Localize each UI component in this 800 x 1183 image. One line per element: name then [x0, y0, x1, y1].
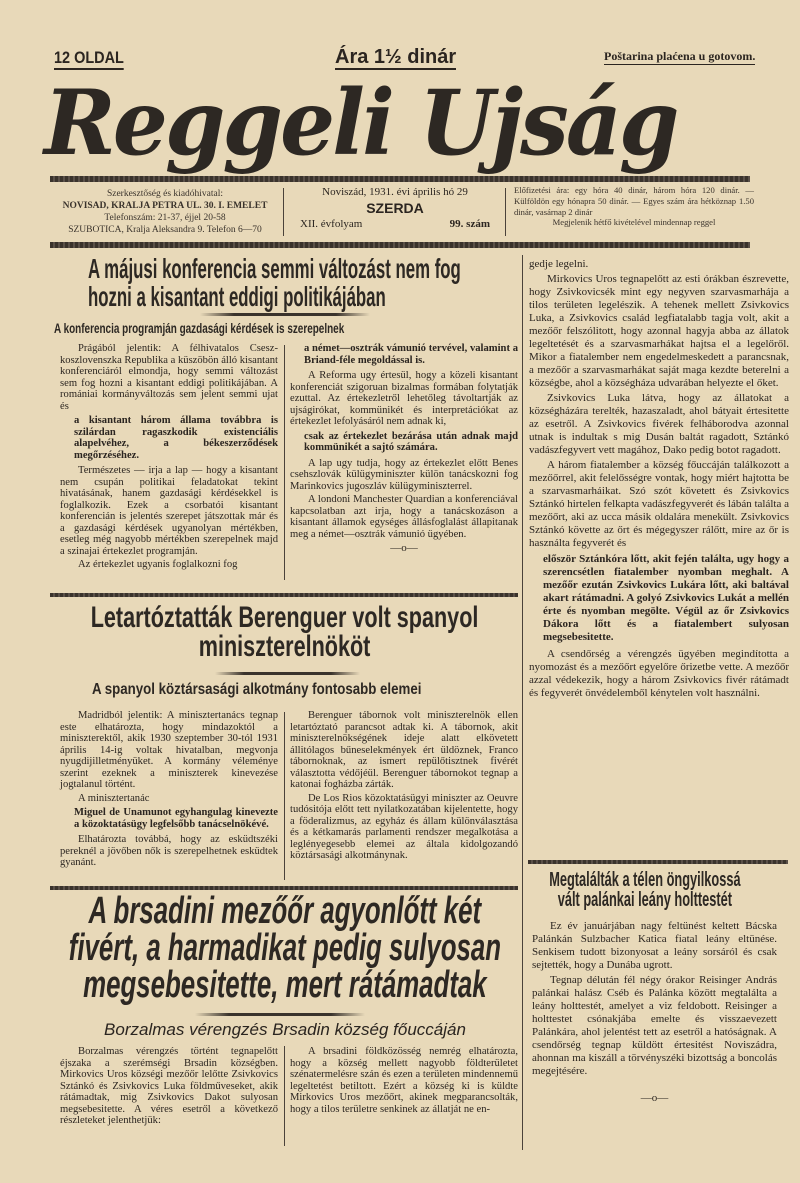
article4-headline	[530, 870, 760, 910]
masthead-title: Reggeli Ujság	[44, 70, 677, 176]
price: Ára 1½ dinár	[335, 46, 457, 68]
divider	[283, 188, 284, 236]
paragraph: Természetes — irja a lap — hogy a kisantant nem csupán politikai feladatokat tekint hivatásának, hanem gazdasági kérdésekkel is foglalkozik. Ezek a csorbatói kisantant konferencián is jelentés szerepet játszottak már és a gazdasági kérdések ugyanolyan mértékben, esetleg még nagyobb mértékben szerepelnek majd a szinajai értekezlet programján.	[60, 465, 278, 557]
issue-volume: XII. évfolyam	[300, 218, 363, 230]
headline-line: A májusi konferencia semmi változást nem fog	[88, 253, 461, 284]
paragraph: A londoni Manchester Quardian a konferenciával kapcsolatban azt irja, hogy a tanácskozáson a kisantant államok egységes állásfoglalást állapitanak meg a német—osztrák vámunió ügyében.	[290, 494, 518, 540]
section-rule	[528, 860, 788, 864]
paragraph: A Reforma ugy értesül, hogy a közeli kisantant konferenciát szigoruan bizalmas formában folytatják ezuttal. Az értekezletről lehetőleg távoltartják az ujságirókat, kommünikét és interpretációkat az értekezlet lefolyásáról nem adnak ki,	[290, 370, 518, 427]
issue-day: SZERDA	[366, 200, 424, 216]
office-phone: Telefonszám: 21-37, éjjel 20-58	[104, 213, 226, 223]
issue-volume-row	[300, 218, 490, 230]
bold-paragraph: a német—osztrák vámunió tervével, valamint a Briand-féle megoldással is.	[304, 343, 518, 366]
page-number: 12 OLDAL	[54, 48, 124, 70]
paragraph: Berenguer tábornok volt miniszterelnök ellen letartóztató parancsot adtak ki. A tábornok, akit miniszterelnökségének ideje alatt elkövetett állitólagos bűneselekmények ért üldöznek, Franco tábornoknak, az ismert repülőtisztnek fivérét választotta védőjéül. Berenguer tábornokot tegnap a katonai fogházba zárták.	[290, 710, 518, 790]
header-rule	[50, 242, 750, 248]
column-divider	[284, 345, 285, 580]
subscription-prices: Előfizetési ára: egy hóra 40 dinár, három hóra 120 dinár. — Külföldön egy hónapra 50 dinár. — Egyes szám ára hétköznap 1.50 dinár, vasárnap 2 dinár	[514, 185, 754, 217]
postage-note: Poštarina plaćena u gotovom.	[604, 49, 756, 63]
paragraph: A brsadini földközösség nemrég elhatározta, hogy a község mellett nagyobb földterületet szénatermelésre szán és ezen a területen mindennemű legeltetést betiltott. Ezért a község ki is küldte Mirkovics Uros mezőőrt, akinek megparancsolták, hogy a tilos területre senkinek az állatját ne en-	[290, 1046, 518, 1115]
ornament-rule	[195, 1013, 365, 1016]
headline-line: Letartóztatták Berenguer volt spanyol	[90, 601, 479, 634]
divider	[505, 188, 506, 236]
paragraph: Madridból jelentik: A minisztertanács tegnap este elhatározta, hogy mindazoktól a miniszterektől, akik 1930 szeptember 30-tól 1931 április 14-ig voltak hivatalban, megvonja nyugdijilletményüket. A kormány véleménye szerint ezeknek a miniszterek kinevezése jogtalanul történt.	[60, 710, 278, 790]
paragraph: Tegnap délután fél négy órakor Reisinger András palánkai halász Cséb és Palánka között megtalálta a leány holttestét, amelyet a viz feldobott. Reisinger a holttestet csónakjába emelte és visszaevezett Palánkára, ahol jelentést tett az esetről a hatóságnak. A csendőrség tegnap küldött értesitést Noviszádra, ahonnan ma kiszáll a törvényszéki bizottság a boncolás megejtésére.	[532, 974, 777, 1077]
headline-line: hozni a kisantant eddigi politikájában	[88, 281, 386, 312]
end-mark: —o—	[640, 1092, 669, 1104]
paragraph: A minisztertanác	[78, 792, 150, 804]
headline-line: miniszterelnököt	[198, 630, 371, 663]
editorial-office	[52, 188, 278, 236]
article4-body	[532, 920, 777, 1104]
paragraph: Az értekezlet ugyanis foglalkozni fog	[78, 559, 238, 570]
headline-line: megsebesitette, mert rátámadtak	[83, 964, 487, 1006]
headline-line: fivért, a harmadikat pedig sulyosan	[68, 927, 502, 969]
issue-number: 99. szám	[449, 218, 490, 230]
article3-subhead: Borzalmas vérengzés Brsadin község főuccáján	[104, 1020, 466, 1039]
paragraph: Ez év januárjában nagy feltünést keltett Bácska Palánkán Sulzbacher Katica fiatal leány eltünése. Senkisem tudott bizonyosat a leány sorsáról és csak sejtették, hogy a Dunába ugrott.	[532, 920, 777, 971]
publication-schedule: Megjelenik hétfő kivételével mindennap reggel	[552, 217, 716, 228]
bold-paragraph: először Sztánkóra lőtt, akit fején találta, ugy hogy a szerencsétlen fiatalember nyomban meghalt. A mezőőr ezután Zsivkovics Lukára lőtt, aki baltával akart rátámadni. A golyó Zsivkovics Lukát a mellén érte és nyomban megölte. Végül az őr Zsivkovics Dákora lőtt és a fiatalembert sulyosan megsebesitette.	[543, 553, 789, 643]
article2-subhead	[92, 680, 472, 699]
article3-headline	[52, 890, 518, 1006]
column-divider	[284, 1046, 285, 1146]
bold-paragraph: Miguel de Unamunot egyhangulag kinevezte a közoktatásügy legfelsőbb tanácselnökévé.	[74, 807, 278, 830]
article1-headline	[88, 255, 516, 311]
headline-line: A brsadini mezőőr agyonlőtt két	[88, 890, 482, 932]
column-divider	[522, 255, 523, 1150]
article2-headline	[52, 603, 517, 661]
paragraph: Mirkovics Uros tegnapelőtt az esti órákban észrevette, hogy Zsivkovicsék mint egy negyven szarvasmarhája a tilos területen legelészik. A tehenek mellett Zsivkovics Luka, a Zsivkovics család legfiatalabb tagja volt, akit a mezőőr felszólitott, hogy azonnal hagyja abba az állatok legeltetését és a szarvasmarhákat hajtsa el a legelőről. Mikor a fiatalember nem engedelmeskedett a parancsnak, a mezőőr a szarvasmarhákat saját maga kezdte beterelni a községbe, ahol a községháza udvarában helyezte el őket.	[529, 273, 789, 389]
paragraph: A három fiatalember a község főuccáján találkozott a mezőőrrel, akit felelősségre vontak, hogy miért hajtotta be a szarvasmarháikat. Szó szót követett és Zsivkovics Sztánkó hirtelen felkapta vadászfegyverét és lábán találta a mezőőrt, aki az ucca másik oldalára menekült. Zsivkovics Sztánkó követte az őrt és mégegyszer rálőtt, mire az őr is használta fegyverét és	[529, 459, 789, 549]
end-mark: —o—	[390, 542, 418, 554]
paragraph: De Los Rios közoktatásügyi miniszter az Oeuvre tudósitója előtt tett nyilatkozatában kijelentette, hogy a föderalizmus, az egyház és állam különválasztása és a kétkamarás parlamenti rendszer megalkotása a leglényegesebb elemei az általa kidolgozandó köztársasági alkotmánynak.	[290, 792, 518, 861]
paragraph: Prágából jelentik: A félhivatalos Csesz-koszlovenszka Republika a küszöbön álló kisantant konferenciáról elmondja, hogy semmi változást sem fog hozni a kisantant eddigi politikájában. A romániai kormányváltozás sem jelent semmi ujat és	[60, 343, 279, 412]
subscription-info	[514, 185, 754, 228]
ornament-rule	[215, 672, 360, 675]
bold-paragraph: csak az értekezlet bezárása után adnak majd kommünikét a sajtó számára.	[304, 430, 518, 453]
ornament-rule	[200, 313, 370, 316]
paragraph: Elhatározta továbbá, hogy az esküdtszéki pereknél a jövőben nők is szerepelhetnek esküdtek gyanánt.	[60, 834, 278, 868]
column-divider	[284, 712, 285, 880]
article1-column1	[60, 343, 278, 573]
headline-line: Megtalálták a télen öngyilkossá	[549, 869, 741, 891]
office-szubotica: SZUBOTICA, Kralja Aleksandra 9. Telefon 6—70	[68, 225, 262, 235]
paragraph: A csendőrség a vérengzés ügyében megindította a nyomozást és a mezőőrt egyelőre őrizetbe vette. A mezőőr azzal védekezik, hogy a három Zsivkovics fivér rátámadt és fegyverét önvédelemből kénytelen volt használni.	[529, 648, 789, 699]
headline-line: vált palánkai leány holttestét	[557, 889, 733, 911]
article2-column2	[290, 710, 518, 864]
paragraph: Borzalmas vérengzés történt tegnapelőtt éjszaka a szerémségi Brsadin községben. Mirkovics Uros községi mezőőr lelőtte Zsivkovics Sztánkó és Zsivkovics Luka földműveseket, akik rátámadtak, mig Zsivkovics Dakot sulyosan megsebesitette. A véres esetről a következő részleteket jelenthetjük:	[60, 1046, 278, 1126]
paragraph: gedje legelni.	[529, 258, 589, 270]
section-rule	[50, 593, 518, 597]
article1-subhead	[54, 320, 394, 337]
paragraph: Zsivkovics Luka látva, hogy az állatokat a községházára terelték, hazaszaladt, ahol bátyait értesitette az esetről. A Zsivkovics fivérek felháborodva azonnal utnak is indultak s mig Dusán baltát ragadott, Sztánkó vadászfegyvert vett magához, Dako pedig botot ragadott.	[529, 392, 789, 456]
masthead-rule	[50, 176, 750, 182]
issue-info	[300, 186, 490, 230]
article1-column2	[290, 343, 518, 554]
article3-column3	[529, 258, 789, 702]
article3-column2	[290, 1046, 518, 1117]
paragraph: A lap ugy tudja, hogy az értekezlet előtt Benes csehszlovák külügyminiszter külön tanácskozni fog Marinkovics jugoszláv külügyminiszterrel.	[290, 457, 518, 492]
bold-paragraph: a kisantant három állama továbbra is szilárdan ragaszkodik existenciális alapelvéhez, a békeszerződések megőrzéséhez.	[74, 415, 278, 461]
article3-column1	[60, 1046, 278, 1129]
office-novisad: NOVISAD, KRALJA PETRA UL. 30. I. EMELET	[62, 201, 268, 211]
office-label: Szerkesztőség és kiadóhivatal:	[106, 189, 224, 199]
issue-date: Noviszád, 1931. évi április hó 29	[322, 186, 468, 198]
subhead-text: A spanyol köztársasági alkotmány fontosabb elemei	[92, 681, 422, 698]
article2-column1	[60, 710, 278, 871]
subhead-text: A konferencia programján gazdasági kérdések is szerepelnek	[54, 320, 345, 336]
